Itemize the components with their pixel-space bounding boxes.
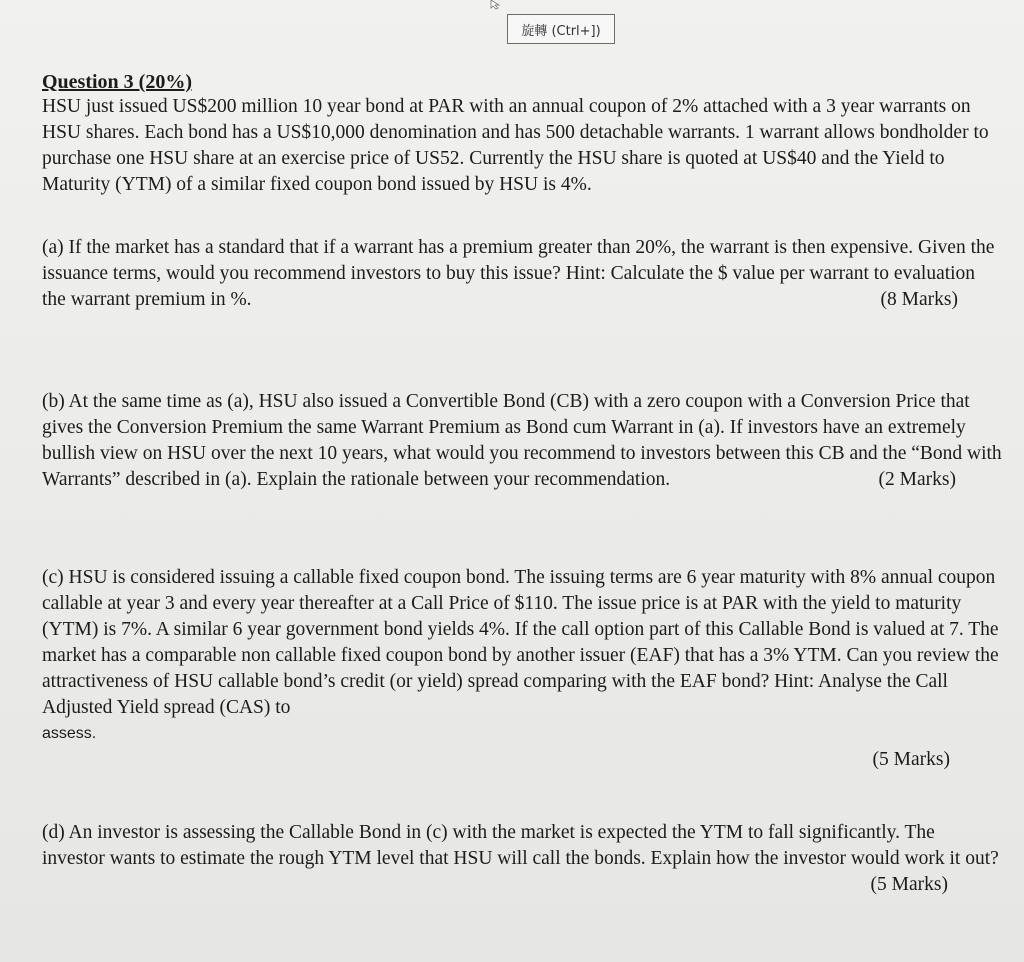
part-c-text: (c) HSU is considered issuing a callable fixed coupon bond. The issuing terms are 6 year maturity with 8% annual coupon callable at year 3 and every year thereafter at a Call Price of $110. The issue price is at PAR with the yield to maturity (YTM) is 7%. A similar 6 year government bond yields 4%. If the call option part of this Callable Bond is valued at 7. The market has a comparable non callable fixed coupon bond by another issuer (EAF) that has a 3% YTM. Can you review the attractiveness of HSU callable bond’s credit (or yield) spread comparing with the EAF bond? Hint: Analyse the Call Adjusted Yield spread (CAS) to [42, 567, 999, 718]
question-content [42, 70, 1002, 898]
part-c-marks-row [42, 747, 950, 773]
part-a-marks: (8 Marks) [880, 289, 958, 310]
part-d-marks: (5 Marks) [870, 874, 948, 895]
question-title: Question 3 (20%) [42, 71, 192, 93]
part-c-marks: (5 Marks) [872, 749, 950, 770]
part-b-marks: (2 Marks) [878, 469, 956, 490]
part-c-tail: assess. [42, 725, 97, 742]
rotate-tooltip-label: 旋轉 (Ctrl+]) [521, 23, 601, 39]
part-a-text: (a) If the market has a standard that if a warrant has a premium greater than 20%, the warrant is then expensive. Given the issuance terms, would you recommend investors to buy this issue? Hint: Calculate the $ value per warrant to evaluation the warrant premium in %. [42, 237, 995, 310]
rotate-tooltip [507, 14, 615, 44]
part-d-marks-row [42, 872, 948, 898]
part-b-text: (b) At the same time as (a), HSU also issued a Convertible Bond (CB) with a zero coupon with a Conversion Price that gives the Conversion Premium the same Warrant Premium as Bond cum Warrant in (a). If investors have an extremely bullish view on HSU over the next 10 years, what would you recommend to investors between this CB and the “Bond with Warrants” described in (a). Explain the rationale between your recommendation. [42, 391, 1002, 490]
question-intro: HSU just issued US$200 million 10 year bond at PAR with an annual coupon of 2% attached with a 3 year warrants on HSU shares. Each bond has a US$10,000 denomination and has 500 detachable warrants. 1 warrant allows bondholder to purchase one HSU share at an exercise price of US52. Currently the HSU share is quoted at US$40 and the Yield to Maturity (YTM) of a similar fixed coupon bond issued by HSU is 4%. [42, 96, 989, 195]
mouse-cursor-icon [490, 0, 502, 10]
part-d-text: (d) An investor is assessing the Callable Bond in (c) with the market is expected the YTM to fall significantly. The investor wants to estimate the rough YTM level that HSU will call the bonds. Explain how the investor would work it out? [42, 822, 999, 869]
